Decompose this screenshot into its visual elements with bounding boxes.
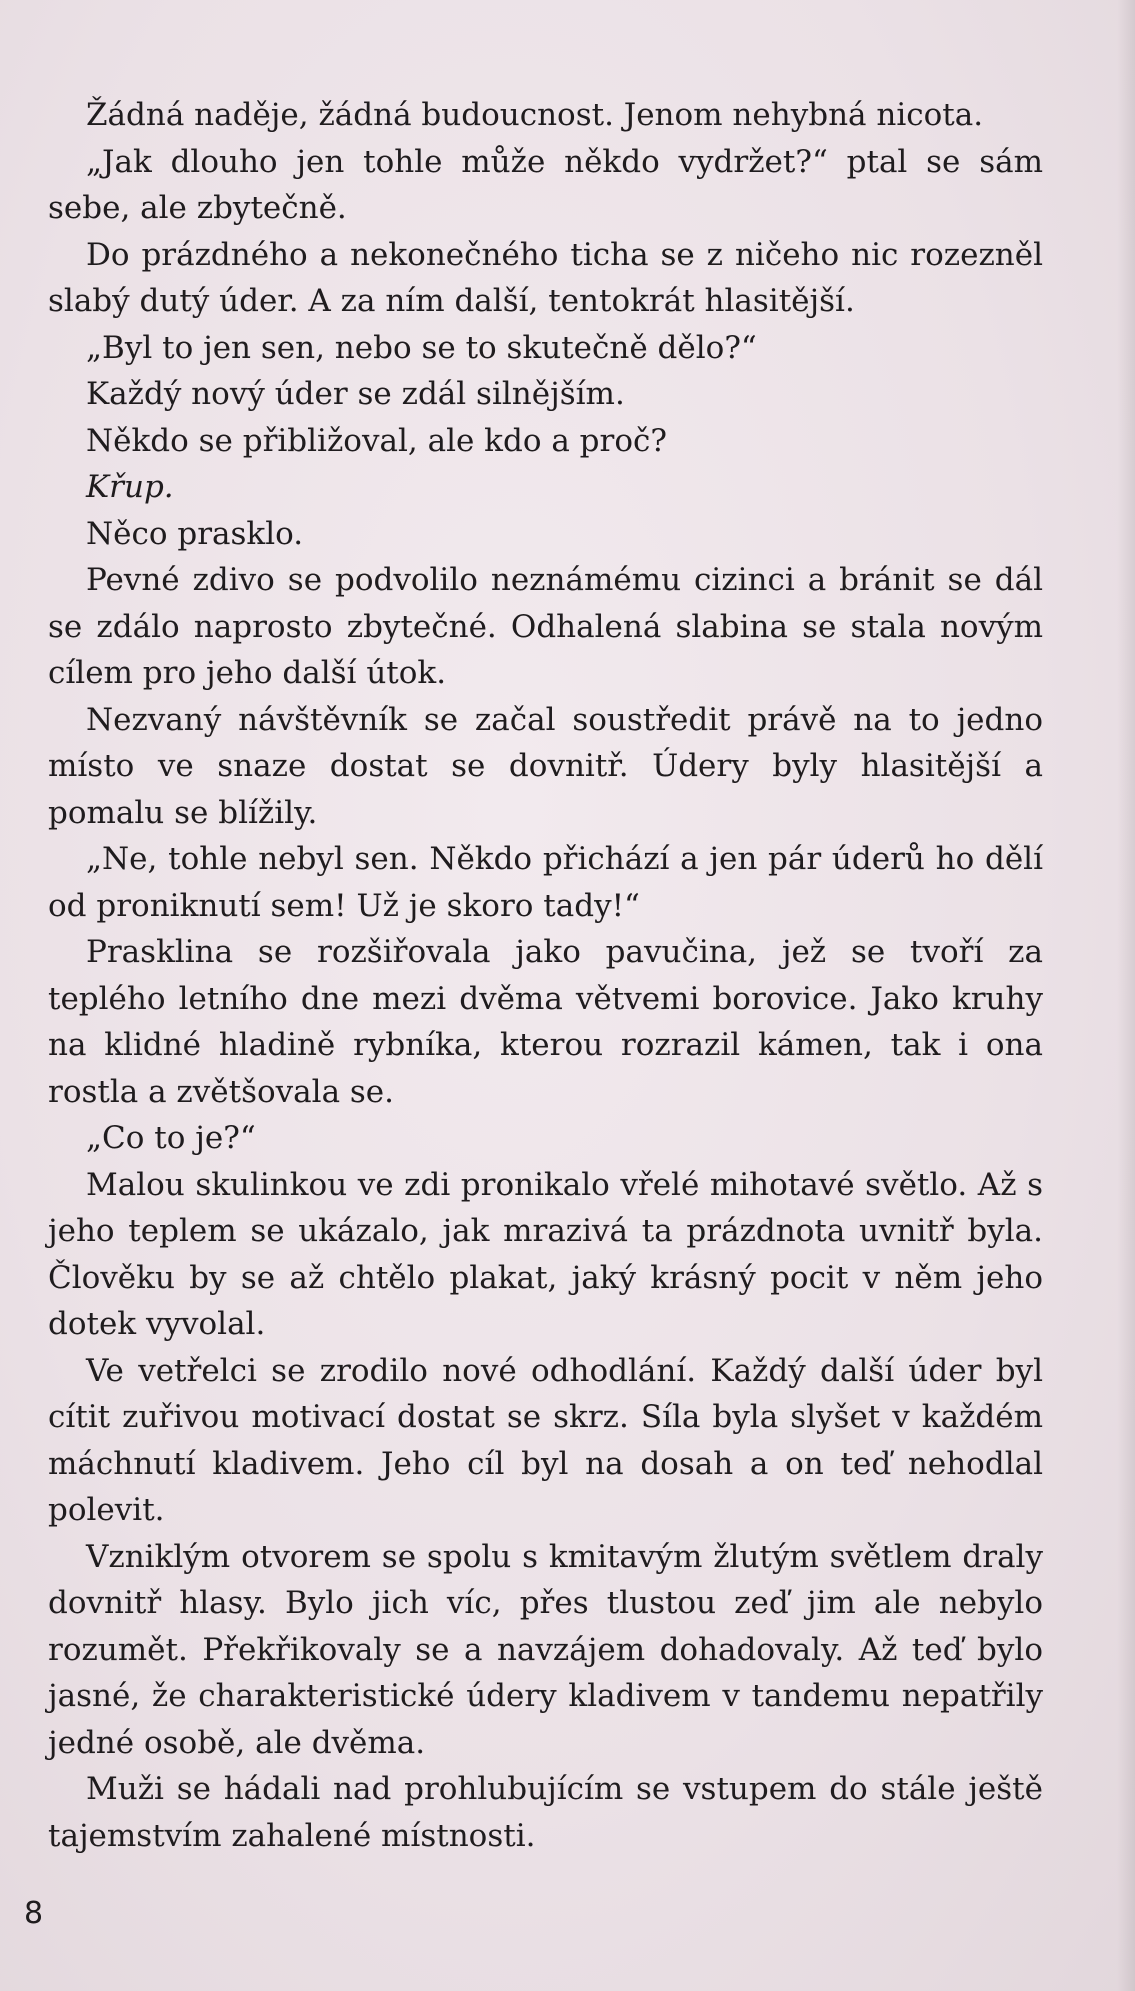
paragraph-16: Vzniklým otvorem se spolu s kmitavým žlutým světlem draly dovnitř hlasy. Bylo jich víc, přes tlustou zeď jim ale nebylo rozumět. Překřikovaly se a navzájem dohadovaly. Až teď bylo jasné, že charakteristické údery kladivem v tandemu nepatřily jedné osobě, ale dvěma. [48,1538,1043,1761]
paragraph-2: „Jak dlouho jen tohle může někdo vydržet?“ ptal se sám sebe, ale zbytečně. [48,143,1043,226]
paragraph-1: Žádná naděje, žádná budoucnost. Jenom nehybná nicota. [86,97,984,133]
paragraph-10: Nezvaný návštěvník se začal soustředit právě na to jedno místo ve snaze dostat se dovnitř. Údery byly hlasitější a pomalu se blížily. [48,701,1043,831]
paragraph-9: Pevné zdivo se podvolilo neznámému cizinci a bránit se dál se zdálo naprosto zbytečné. Odhalená slabina se stala novým cílem pro jeho další útok. [48,562,1043,691]
paragraph-13: „Co to je?“ [86,1120,256,1156]
page-edge-shadow [1117,0,1135,1991]
paragraph-12: Prasklina se rozšiřovala jako pavučina, jež se tvoří za teplého letního dne mezi dvěma větvemi borovice. Jako kruhy na klidné hladině rybníka, kterou rozrazil kámen, tak i ona rostla a zvětšovala se. [48,934,1043,1110]
paragraph-7: Křup. [86,469,174,505]
body-text [48,92,1043,1859]
paragraph-4: „Byl to jen sen, nebo se to skutečně dělo?“ [86,329,757,366]
paragraph-3: Do prázdného a nekonečného ticha se z ničeho nic rozezněl slabý dutý úder. A za ním další, tentokrát hlasitější. [48,236,1043,319]
paragraph-5: Každý nový úder se zdál silnějším. [86,376,625,412]
page-number: 8 [24,1896,44,1931]
paragraph-15: Ve vetřelci se zrodilo nové odhodlání. Každý další úder byl cítit zuřivou motivací dostat se skrz. Síla byla slyšet v každém máchnutí kladivem. Jeho cíl byl na dosah a on teď nehodlal polevit. [48,1352,1043,1528]
paragraph-6: Někdo se přibližoval, ale kdo a proč? [86,422,667,459]
paragraph-17: Muži se hádali nad prohlubujícím se vstupem do stále ještě tajemstvím zahalené místnosti. [48,1771,1043,1854]
paragraph-14: Malou skulinkou ve zdi pronikalo vřelé mihotavé světlo. Až s jeho teplem se ukázalo, jak mrazivá ta prázdnota uvnitř byla. Člověku by se až chtělo plakat, jaký krásný pocit v něm jeho dotek vyvolal. [48,1166,1043,1342]
paragraph-11: „Ne, tohle nebyl sen. Někdo přichází a jen pár úderů ho dělí od proniknutí sem! Už je skoro tady!“ [48,841,1043,924]
paragraph-8: Něco prasklo. [86,515,304,552]
